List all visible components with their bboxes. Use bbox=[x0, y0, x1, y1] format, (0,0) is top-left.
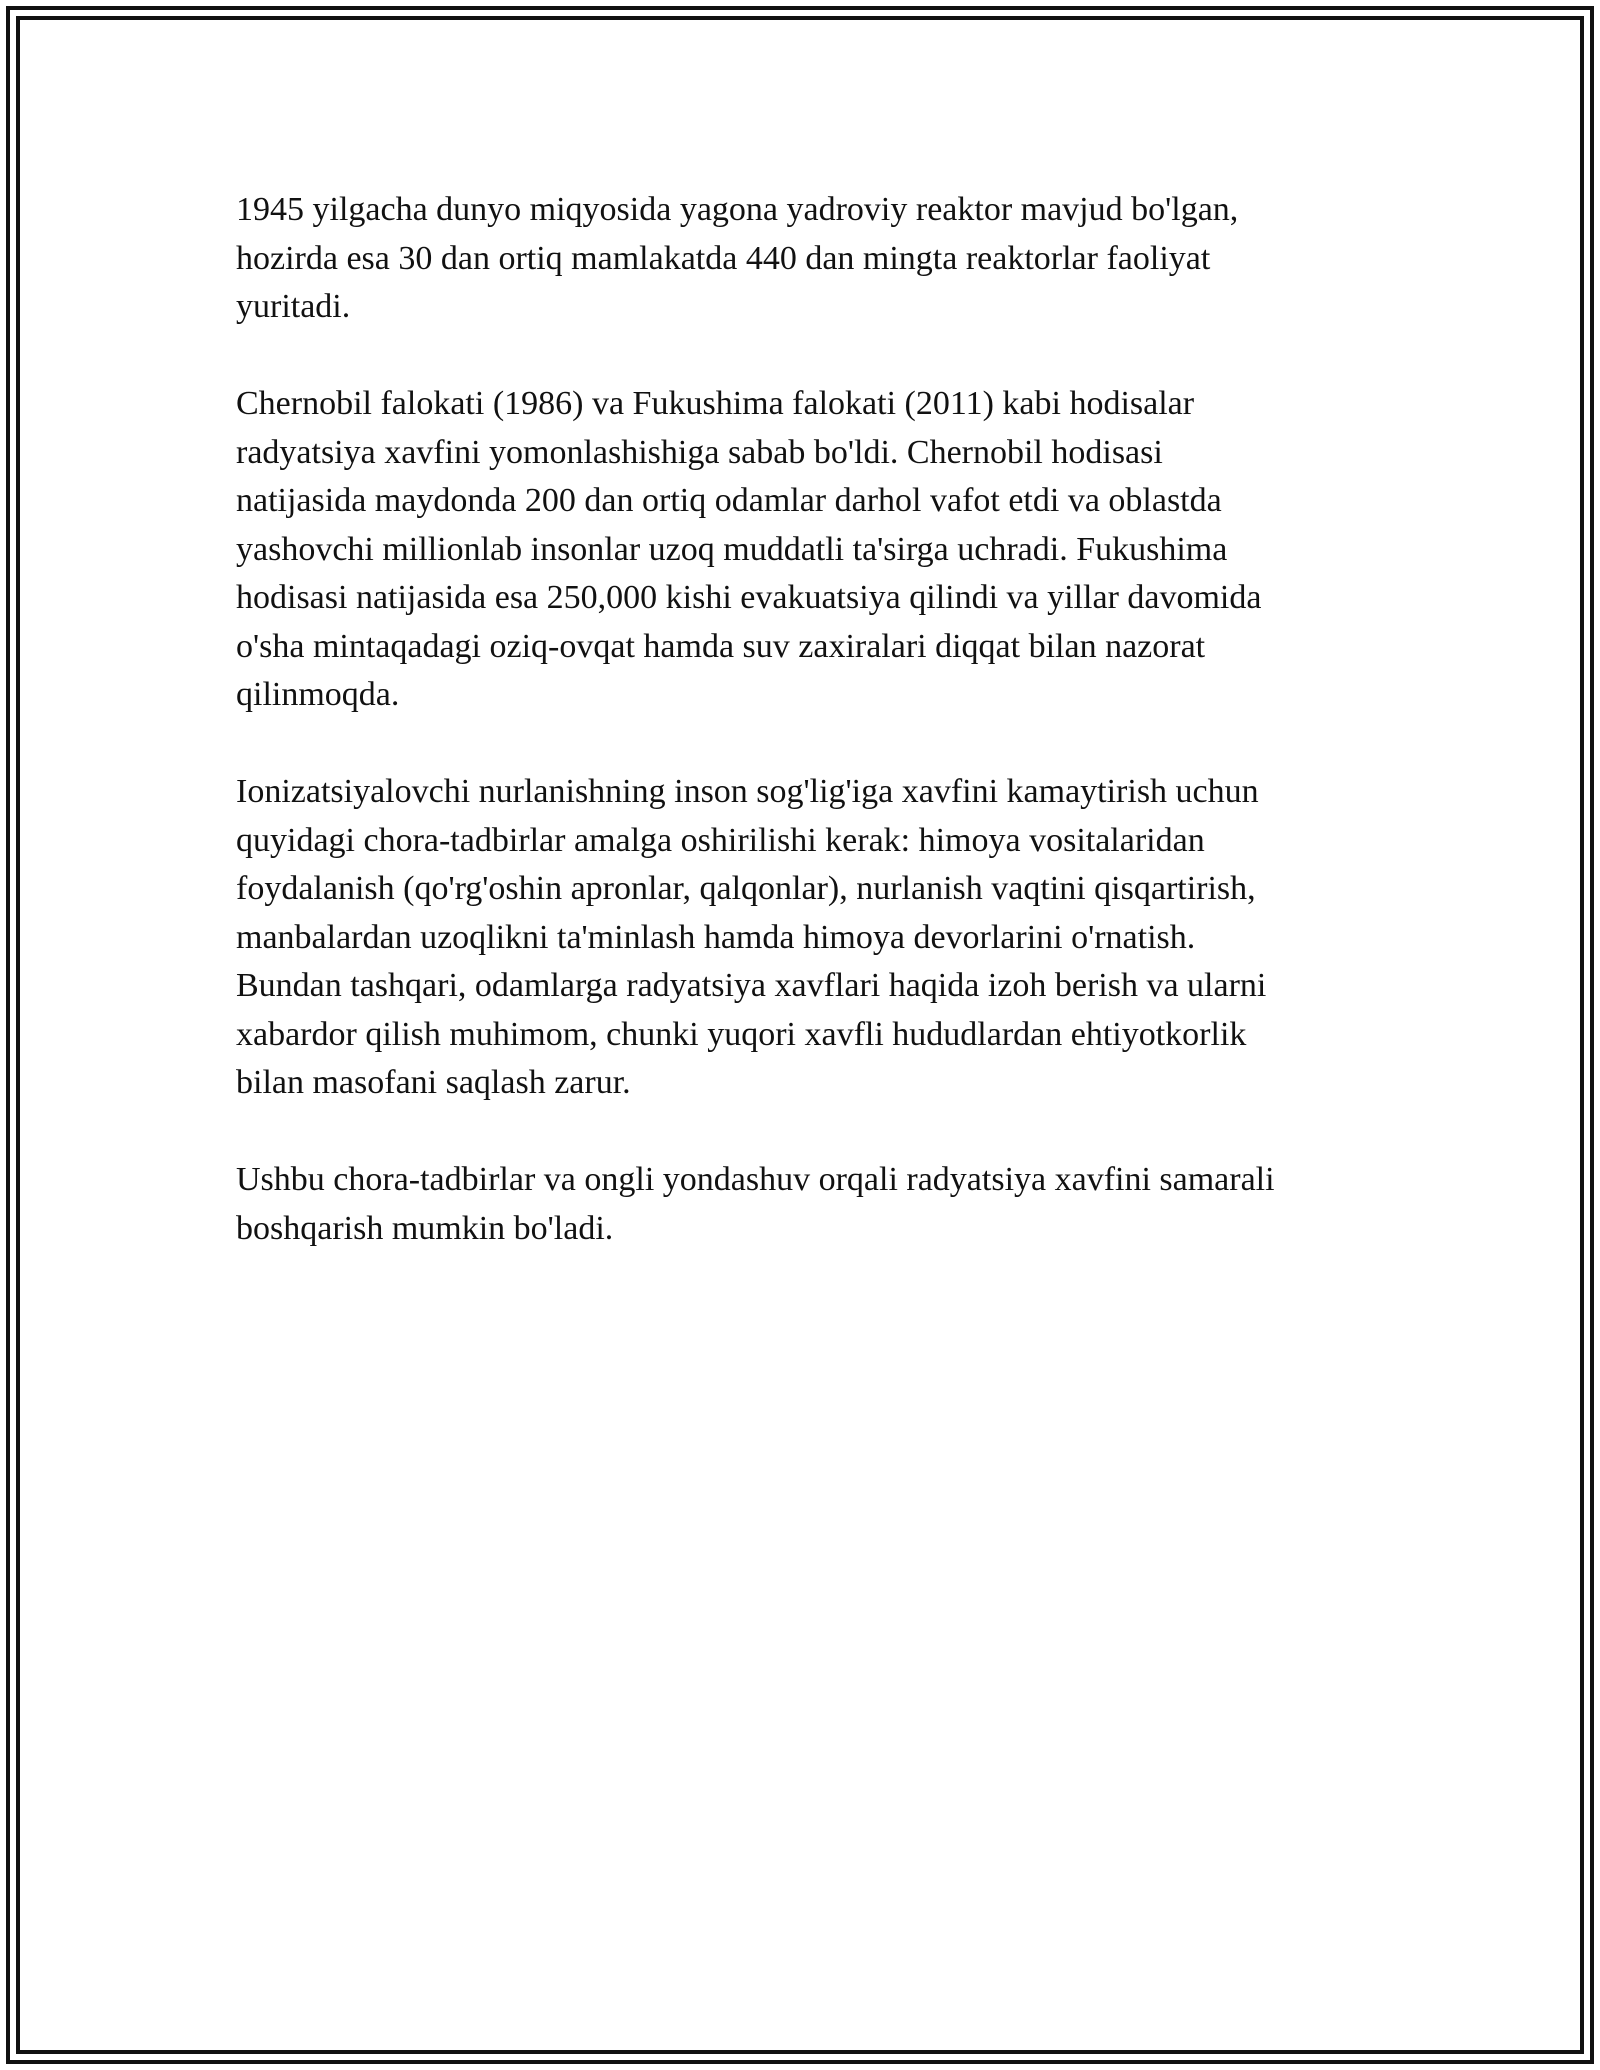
text-line: natijasida maydonda 200 dan ortiq odamlar darhol vafot etdi va oblastda bbox=[236, 482, 1222, 519]
text-line: hodisasi natijasida esa 250,000 kishi evakuatsiya qilindi va yillar davomida bbox=[236, 579, 1262, 616]
text-line: manbalardan uzoqlikni ta'minlash hamda himoya devorlarini o'rnatish. bbox=[236, 918, 1196, 956]
text-line: radyatsiya xavfini yomonlashishiga sabab bo'ldi. Chernobil hodisasi bbox=[236, 433, 1163, 471]
text-line: Bundan tashqari, odamlarga radyatsiya xavflari haqida izoh berish va ularni bbox=[236, 967, 1267, 1004]
text-line: Ushbu chora-tadbirlar va ongli yondashuv orqali radyatsiya xavfini samarali bbox=[236, 1161, 1275, 1198]
text-line: bilan masofani saqlash zarur. bbox=[236, 1064, 631, 1101]
text-line: qilinmoqda. bbox=[236, 676, 400, 713]
text-line: foydalanish (qo'rg'oshin apronlar, qalqonlar), nurlanish vaqtini qisqartirish, bbox=[236, 870, 1256, 907]
text-line: xabardor qilish muhimom, chunki yuqori xavfli hududlardan ehtiyotkorlik bbox=[236, 1015, 1247, 1053]
text-line: boshqarish mumkin bo'ladi. bbox=[236, 1209, 614, 1247]
text-line: yashovchi millionlab insonlar uzoq muddatli ta'sirga uchradi. Fukushima bbox=[236, 530, 1228, 568]
paragraph-conclusion bbox=[236, 1156, 1376, 1253]
text-line: quyidagi chora-tadbirlar amalga oshirilishi kerak: himoya vositalaridan bbox=[236, 821, 1205, 859]
paragraph-protection-measures bbox=[236, 768, 1376, 1108]
text-line: 1945 yilgacha dunyo miqyosida yagona yadroviy reaktor mavjud bo'lgan, bbox=[236, 191, 1239, 228]
text-line: Ionizatsiyalovchi nurlanishning inson sog'lig'iga xavfini kamaytirish uchun bbox=[236, 773, 1259, 810]
document-body bbox=[236, 186, 1376, 1302]
paragraph-disasters bbox=[236, 380, 1376, 720]
text-line: yuritadi. bbox=[236, 288, 351, 325]
text-line: Chernobil falokati (1986) va Fukushima falokati (2011) kabi hodisalar bbox=[236, 385, 1195, 422]
text-line: hozirda esa 30 dan ortiq mamlakatda 440 dan mingta reaktorlar faoliyat bbox=[236, 239, 1211, 277]
paragraph-reactors bbox=[236, 186, 1376, 332]
text-line: o'sha mintaqadagi oziq-ovqat hamda suv zaxiralari diqqat bilan nazorat bbox=[236, 627, 1206, 665]
